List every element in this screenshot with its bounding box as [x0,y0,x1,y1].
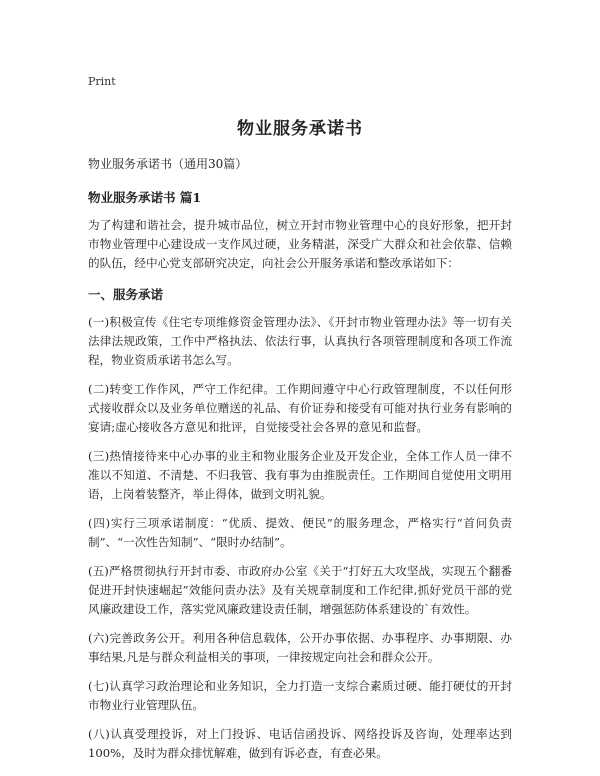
commitment-item-6: (六)完善政务公开。利用各种信息载体，公开办事依据、办事程序、办事期限、办事结果,凡是与群众利益相关的事项，一律按规定向社会和群众公开。 [88,631,512,664]
commitment-item-1: (一)积极宣传《住宅专项维修资金管理办法》、《开封市物业管理办法》等一切有关法律法规政策，工作中严格执法、依法行事，认真执行各项管理制度和各项工作流程，物业资质承诺书怎么写。 [88,315,512,367]
commitment-item-5: (五)严格贯彻执行开封市委、市政府办公室《关于“打好五大攻坚战，实现五个翻番促进开封快速崛起”效能问责办法》及有关规章制度和工作纪律,抓好党员干部的党风廉政建设工作，落实党风廉政建设责任制，增强惩防体系建设的`有效性。 [88,564,512,616]
document-subtitle: 物业服务承诺书（通用30篇） [88,157,248,171]
intro-paragraph: 为了构建和谐社会，提升城市品位，树立开封市物业管理中心的良好形象，把开封市物业管理中心建设成一支作风过硬，业务精湛，深受广大群众和社会依靠、信赖的队伍，经中心党支部研究决定，向社会公开服务承诺和整改承诺如下： [88,218,512,270]
commitment-item-7: (七)认真学习政治理论和业务知识，全力打造一支综合素质过硬、能打硬仗的开封市物业行业管理队伍。 [88,679,512,712]
document-title: 物业服务承诺书 [237,119,363,139]
commitment-item-2: (二)转变工作作风，严守工作纪律。工作期间遵守中心行政管理制度，不以任何形式接收群众以及业务单位赠送的礼品、有价证券和接受有可能对执行业务有影响的宴请;虚心接收各方意见和批评，自觉接受社会各界的意见和监督。 [88,382,512,434]
print-link[interactable]: Print [88,75,116,88]
article-heading: 物业服务承诺书 篇1 [88,190,202,205]
commitment-item-8: (八)认真受理投诉，对上门投诉、电话信函投诉、网络投诉及咨询，处理率达到100%，及时为群众排忧解难，做到有诉必查，有查必果。 [88,727,512,760]
commitment-item-4: (四)实行三项承诺制度：“优质、提效、便民”的服务理念，严格实行“首问负责制”、“一次性告知制”、“限时办结制”。 [88,516,512,549]
commitment-item-3: (三)热情接待来中心办事的业主和物业服务企业及开发企业，全体工作人员一律不准以不知道、不清楚、不归我管、我有事为由推脱责任。工作期间自觉使用文明用语，上岗着装整齐，举止得体，做到文明礼貌。 [88,449,512,501]
section-heading-service: 一、服务承诺 [88,287,164,302]
